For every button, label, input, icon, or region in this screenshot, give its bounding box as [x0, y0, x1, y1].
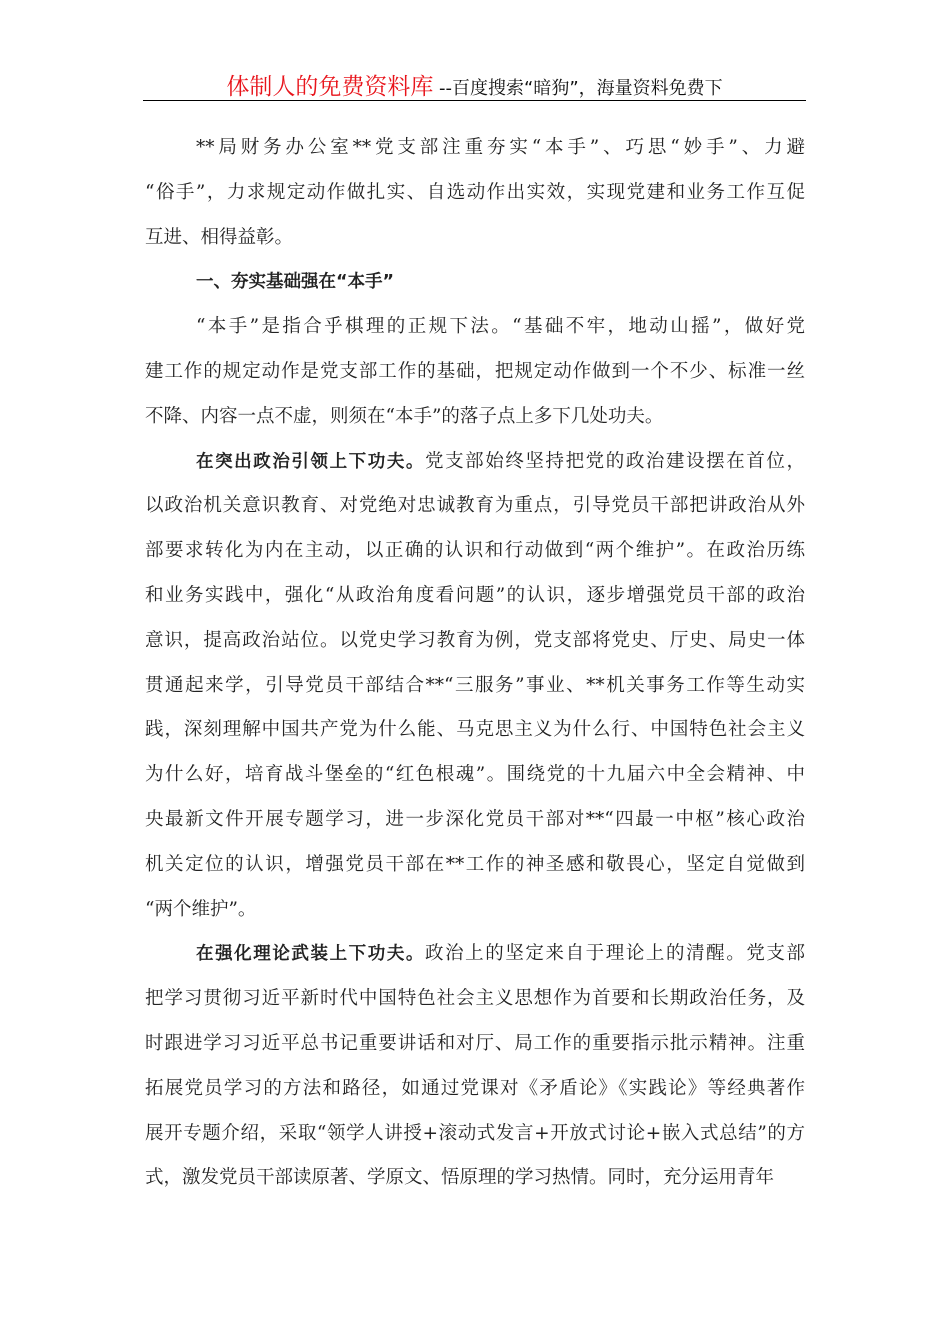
- paragraph-text: 部要求转化为内在主动，以正确的认识和行动做到“两个维护”。在政治历练: [145, 540, 805, 562]
- paragraph-lead: 在突出政治引领上下功夫。: [196, 451, 425, 472]
- paragraph-line: [145, 574, 805, 619]
- header-divider: [143, 100, 806, 101]
- paragraph-line: [145, 171, 805, 216]
- paragraph-line: [145, 529, 805, 574]
- paragraph-text: 为什么好，培育战斗堡垒的“红色根魂”。围绕党的十九届六中全会精神、中: [145, 764, 805, 786]
- paragraph-text: 践，深刻理解中国共产党为什么能、马克思主义为什么行、中国特色社会主义: [145, 719, 805, 741]
- paragraph: [145, 305, 805, 439]
- paragraph-text: 互进、相得益彰。: [145, 226, 294, 248]
- paragraph-text: 时跟进学习习近平总书记重要讲话和对厅、局工作的重要指示批示精神。注重: [145, 1032, 805, 1054]
- paragraph-text: 贯通起来学，引导党员干部结合**“三服务”事业、**机关事务工作等生动实: [145, 674, 805, 696]
- paragraph-line: [145, 350, 805, 395]
- paragraph-text: 和业务实践中，强化“从政治角度看问题”的认识，逐步增强党员干部的政治: [145, 584, 805, 606]
- document-body: [145, 126, 805, 1201]
- paragraph-lead: 在强化理论武装上下功夫。: [196, 944, 425, 965]
- paragraph-line: [145, 888, 805, 933]
- paragraph-text: “本手”是指合乎棋理的正规下法。“基础不牢，地动山摇”，做好党: [196, 316, 805, 338]
- paragraph-text: 把学习贯彻习近平新时代中国特色社会主义思想作为首要和长期政治任务，及: [145, 988, 805, 1010]
- paragraph-text: 机关定位的认识，增强党员干部在**工作的神圣感和敬畏心，坚定自觉做到: [145, 853, 805, 875]
- paragraph-line: [145, 216, 805, 261]
- paragraph-text: 政治上的坚定来自于理论上的清醒。党支部: [425, 943, 805, 965]
- paragraph-line: [145, 753, 805, 798]
- paragraph-text: 展开专题介绍，采取“领学人讲授+滚动式发言+开放式讨论+嵌入式总结”的方: [145, 1122, 805, 1144]
- paragraph-text: “两个维护”。: [145, 898, 257, 920]
- paragraph-text: 央最新文件开展专题学习，进一步深化党员干部对**“四最一中枢”核心政治: [145, 808, 805, 830]
- paragraph-line: [145, 440, 805, 485]
- paragraph-line: [145, 977, 805, 1022]
- paragraph-line: [145, 1156, 805, 1201]
- paragraph: [145, 440, 805, 933]
- document-header: [143, 68, 806, 101]
- paragraph-text: 党支部始终坚持把党的政治建设摆在首位，: [425, 450, 805, 472]
- paragraph-line: [145, 305, 805, 350]
- paragraph-line: [145, 708, 805, 753]
- paragraph-text: 以政治机关意识教育、对党绝对忠诚教育为重点，引导党员干部把讲政治从外: [145, 495, 805, 517]
- section-heading: [145, 260, 805, 305]
- paragraph-line: [145, 1112, 805, 1157]
- paragraph-line: [145, 798, 805, 843]
- header-tagline: --百度搜索“暗狗”，海量资料免费下: [433, 78, 723, 99]
- paragraph: [145, 932, 805, 1201]
- paragraph: [145, 126, 805, 260]
- paragraph-text: **局财务办公室**党支部注重夯实“本手”、巧思“妙手”、力避: [196, 137, 805, 158]
- paragraph-line: [145, 619, 805, 664]
- paragraph-text: 拓展党员学习的方法和路径，如通过党课对《矛盾论》《实践论》等经典著作: [145, 1077, 805, 1099]
- paragraph-line: [145, 664, 805, 709]
- paragraph-line: [145, 1067, 805, 1112]
- paragraph-text: 式，激发党员干部读原著、学原文、悟原理的学习热情。同时，充分运用青年: [145, 1167, 775, 1189]
- section-heading-text: 一、夯实基础强在“本手”: [196, 272, 395, 293]
- header-brand: 体制人的免费资料库: [226, 74, 434, 100]
- paragraph-text: 意识，提高政治站位。以党史学习教育为例，党支部将党史、厅史、局史一体: [145, 629, 805, 651]
- paragraph-line: [145, 932, 805, 977]
- paragraph-line: [145, 395, 805, 440]
- paragraph-line: [145, 484, 805, 529]
- paragraph-text: “俗手”，力求规定动作做扎实、自选动作出实效，实现党建和业务工作互促: [145, 181, 805, 203]
- paragraph-line: [145, 843, 805, 888]
- paragraph-text: 不降、内容一点不虚，则须在“本手”的落子点上多下几处功夫。: [145, 405, 664, 427]
- paragraph-line: [145, 126, 805, 171]
- paragraph-text: 建工作的规定动作是党支部工作的基础，把规定动作做到一个不少、标准一丝: [145, 360, 805, 382]
- paragraph-line: [145, 1022, 805, 1067]
